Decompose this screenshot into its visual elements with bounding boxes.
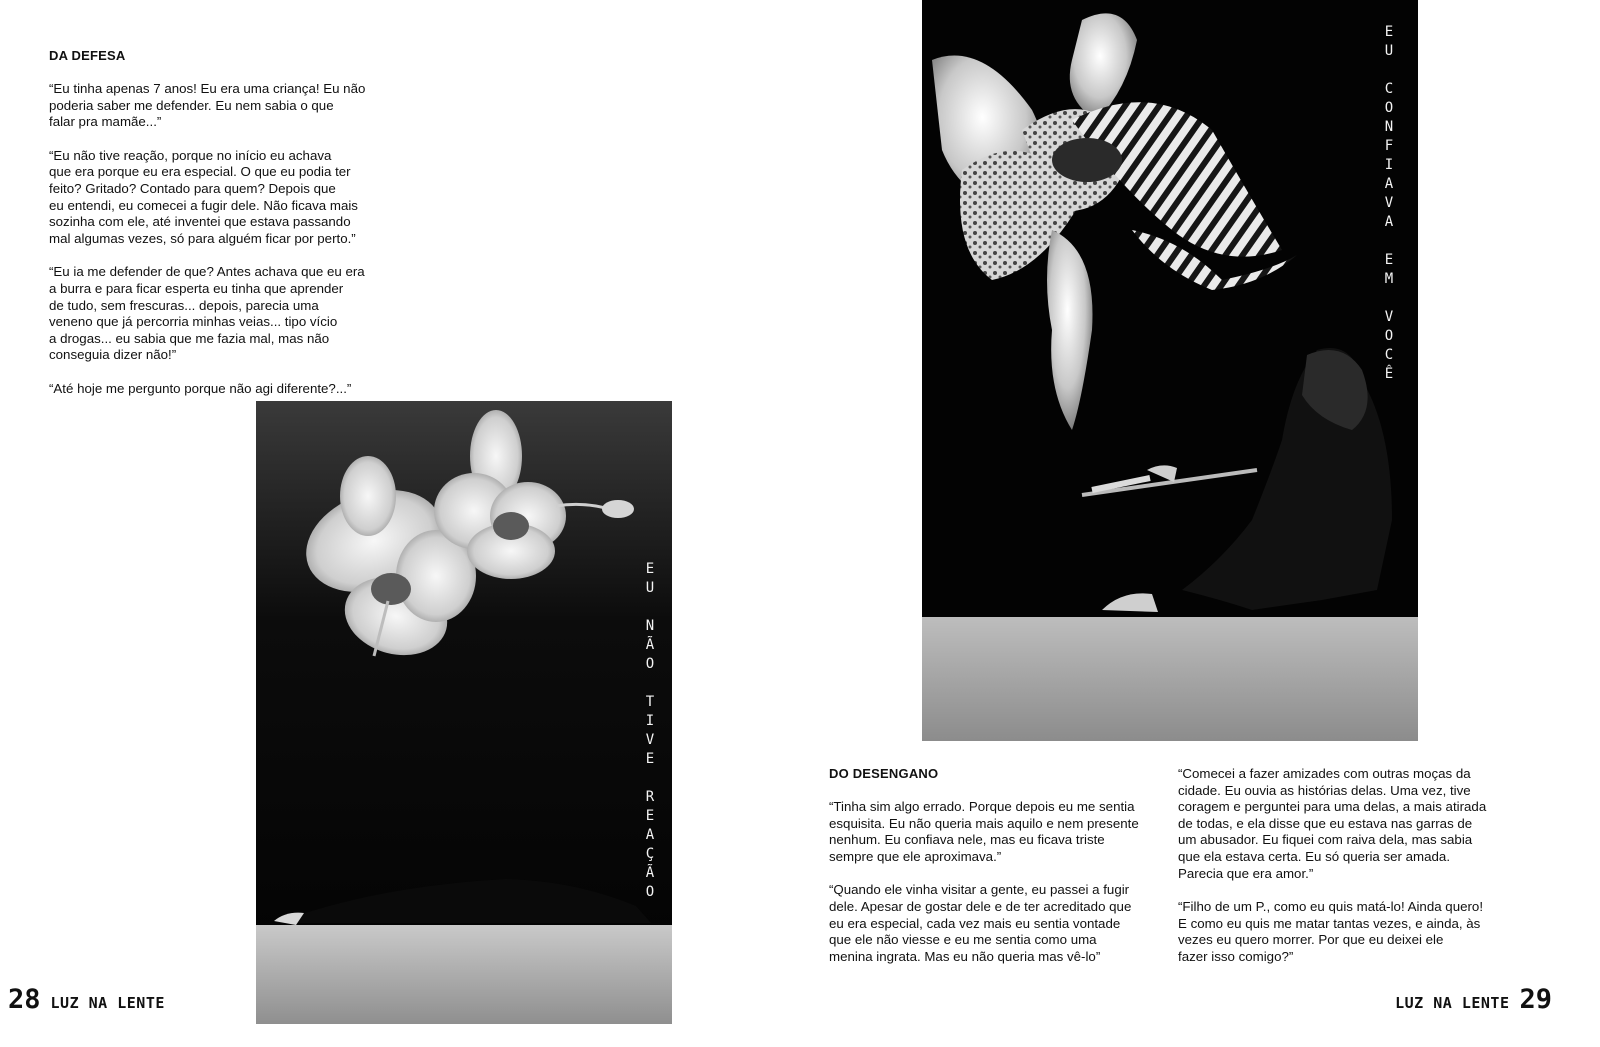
paragraph: “Eu tinha apenas 7 anos! Eu era uma criança! Eu não poderia saber me defender. Eu nem sabia o que falar pra mamãe...”: [49, 81, 366, 130]
paragraph: “Até hoje me pergunto porque não agi diferente?...”: [49, 380, 352, 396]
orchid-photo-seated-figure: [922, 0, 1418, 741]
caption-letter: T: [645, 694, 655, 710]
photo-caption-eu-nao-tive-reacao: [642, 560, 658, 902]
paragraph: “Eu não tive reação, porque no início eu achava que era porque eu era especial. O que eu podia ter feito? Gritado? Contado para quem? Depois que eu entendi, eu comecei a fugir dele. Não ficava mais sozinha com ele, até inventei que estava passando mal algumas vezes, só para alguém ficar por perto.”: [49, 147, 358, 246]
paragraph: “Filho de um P., como eu quis matá-lo! Ainda quero! E como eu quis me matar tantas vezes, e ainda, às vezes eu quero morrer. Por que eu deixei ele fazer isso comigo?”: [1178, 899, 1484, 964]
caption-letter: N: [1384, 119, 1394, 135]
caption-letter: O: [1384, 328, 1394, 344]
caption-letter: R: [645, 789, 655, 805]
right-text-column-2: [1178, 766, 1523, 983]
right-text-column-1: [829, 799, 1174, 982]
caption-letter: A: [1384, 176, 1394, 192]
caption-letter: [642, 598, 658, 617]
caption-letter: Ê: [1384, 366, 1394, 382]
magazine-name: LUZ NA LENTE: [50, 994, 165, 1012]
magazine-name: LUZ NA LENTE: [1395, 994, 1510, 1012]
left-text-column: [49, 81, 409, 415]
caption-letter: [642, 674, 658, 693]
caption-letter: C: [1384, 81, 1394, 97]
caption-letter: A: [645, 827, 655, 843]
caption-letter: V: [645, 732, 655, 748]
caption-letter: Ã: [645, 865, 655, 881]
caption-letter: [1381, 232, 1397, 251]
caption-letter: O: [1384, 100, 1394, 116]
caption-letter: E: [645, 561, 655, 577]
paragraph: “Tinha sim algo errado. Porque depois eu me sentia esquisita. Eu não queria mais aquilo e nem presente nenhum. Eu confiava nele, mas eu ficava triste sempre que ele aproximava.”: [829, 799, 1139, 864]
right-folio: [1395, 984, 1552, 1015]
caption-letter: F: [1384, 138, 1394, 154]
caption-letter: [642, 769, 658, 788]
left-folio: [8, 984, 165, 1015]
paragraph: “Comecei a fazer amizades com outras moças da cidade. Eu ouvia as histórias delas. Uma vez, tive coragem e perguntei para uma delas, a mais atirada de todas, e ela disse que eu estava nas garras de um abusador. Eu fiquei com raiva dela, mas sabia que ela estava certa. Eu só queria ser amada. Parecia que era amor.”: [1178, 766, 1487, 881]
caption-letter: O: [645, 656, 655, 672]
caption-letter: U: [645, 580, 655, 596]
page-number: 28: [8, 984, 41, 1015]
caption-letter: V: [1384, 309, 1394, 325]
caption-letter: E: [645, 808, 655, 824]
paragraph: “Quando ele vinha visitar a gente, eu passei a fugir dele. Apesar de gostar dele e de ter acreditado que eu era especial, cada vez mais eu sentia vontade que ele não viesse e eu me sentia como uma menina ingrata. Mas eu não queria mas vê-lo”: [829, 882, 1132, 964]
caption-letter: V: [1384, 195, 1394, 211]
section-title-do-desengano: DO DESENGANO: [829, 766, 939, 781]
photo-caption-eu-confiava-em-voce: [1381, 23, 1397, 384]
caption-letter: E: [1384, 24, 1394, 40]
caption-letter: C: [1384, 347, 1394, 363]
caption-letter: Ç: [645, 846, 655, 862]
section-title-da-defesa: DA DEFESA: [49, 48, 126, 63]
orchid-photo-lying-figure: [256, 401, 672, 1024]
page-number: 29: [1519, 984, 1552, 1015]
caption-letter: E: [1384, 252, 1394, 268]
paragraph: “Eu ia me defender de que? Antes achava que eu era a burra e para ficar esperta eu tinha que aprender de tudo, sem frescuras... depois, parecia uma veneno que já percorria minhas veias... tipo vício a drogas... eu sabia que me fazia mal, mas não conseguia dizer não!”: [49, 264, 365, 363]
caption-letter: E: [645, 751, 655, 767]
caption-letter: Ã: [645, 637, 655, 653]
caption-letter: O: [645, 884, 655, 900]
caption-letter: M: [1384, 271, 1394, 287]
caption-letter: U: [1384, 43, 1394, 59]
caption-letter: [1381, 289, 1397, 308]
orchid-photo-illustration: [256, 401, 672, 1024]
caption-letter: [1381, 61, 1397, 80]
caption-letter: I: [1384, 157, 1394, 173]
caption-letter: N: [645, 618, 655, 634]
caption-letter: I: [645, 713, 655, 729]
caption-letter: A: [1384, 214, 1394, 230]
right-page: [800, 0, 1600, 1047]
orchid-photo-illustration: [922, 0, 1418, 741]
